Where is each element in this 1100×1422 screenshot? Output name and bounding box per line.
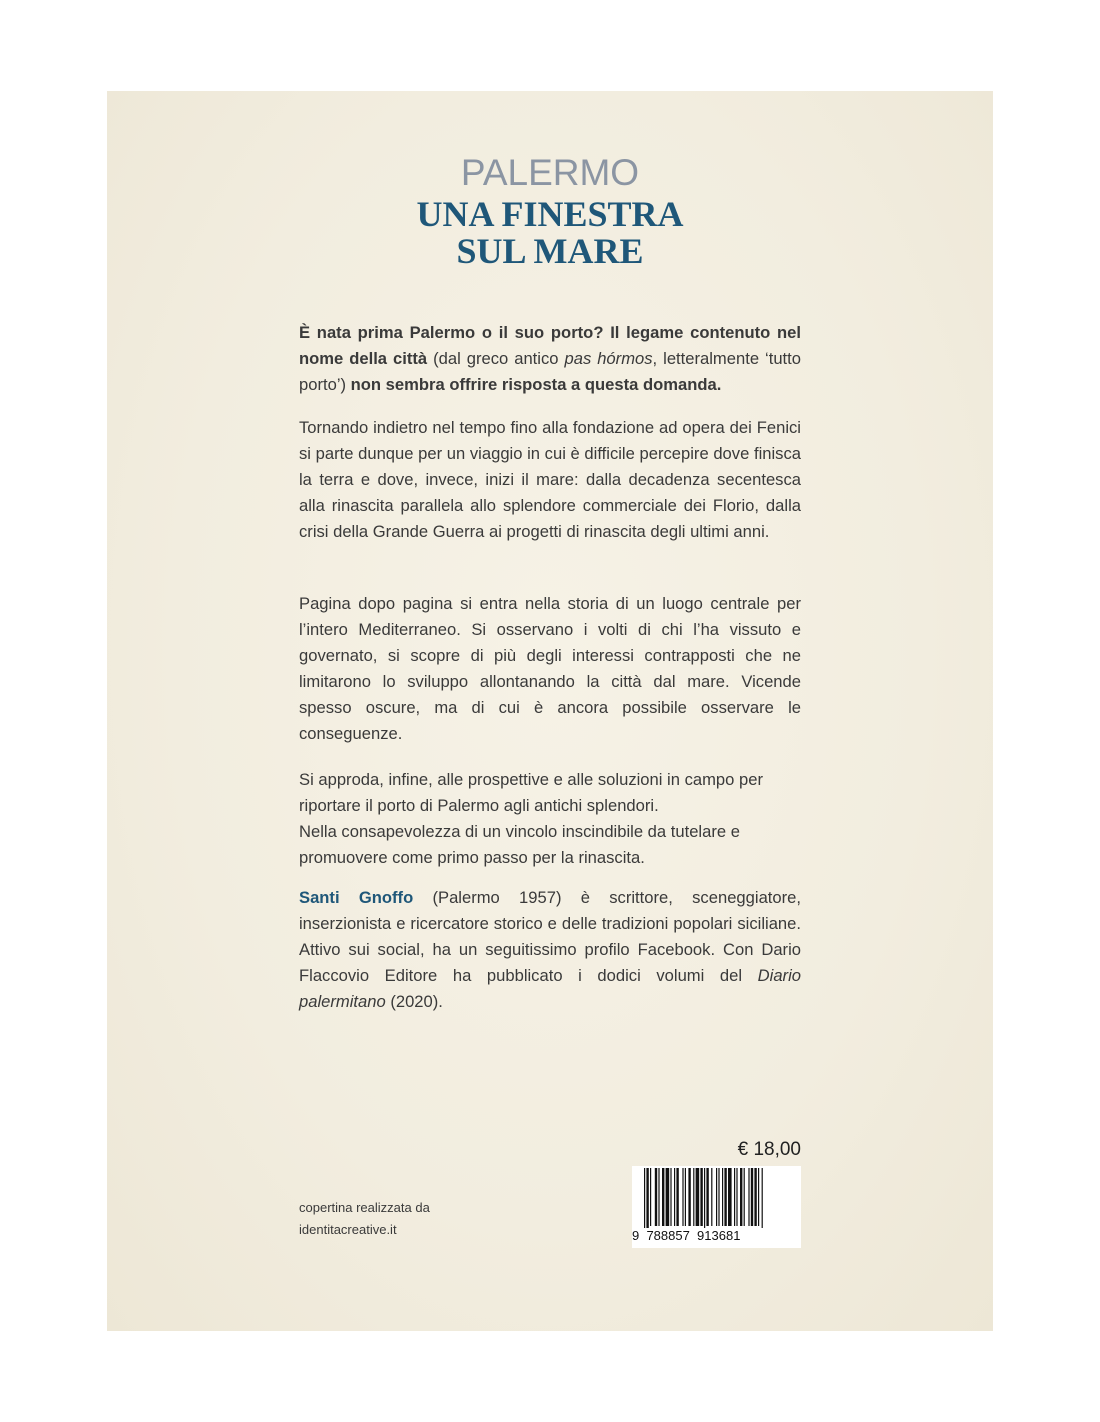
barcode-bars: [632, 1166, 801, 1228]
blurb-italic-1: pas hórmos: [564, 349, 653, 368]
barcode-bar: [674, 1168, 675, 1226]
barcode: [632, 1166, 801, 1248]
blurb-normal-2: , letteralmente ‘tutto porto’): [299, 349, 801, 394]
barcode-bar: [740, 1168, 742, 1226]
blurb-paragraph-2-text: Tornando indietro nel tempo fino alla fondazione ad opera dei Fenici si parte dunque per un viaggio in cui è difficile percepire dove finisca la terra e dove, invece, inizi il mare: dalla decadenza secentesca alla rinascita parallela allo splendore commerciale dei Florio, dalla crisi della Grande Guerra ai progetti di rinascita degli ultimi anni.: [299, 418, 801, 541]
barcode-digits: 9 788857 913681: [632, 1228, 741, 1243]
price-label: € 18,00: [737, 1139, 801, 1160]
barcode-bar: [751, 1168, 753, 1226]
barcode-bar: [748, 1168, 749, 1226]
barcode-bar: [646, 1168, 648, 1228]
blurb-paragraph-4: [299, 767, 801, 871]
cover-credit-line-2: identitacreative.it: [299, 1222, 397, 1237]
barcode-bar: [696, 1168, 700, 1226]
blurb-bold-1: È nata prima Palermo o il suo porto? Il legame contenuto nel nome della città: [299, 323, 801, 368]
blurb-paragraph-3: [299, 591, 801, 747]
blurb-paragraph-4b-text: Nella consapevolezza di un vincolo inscindibile da tutelare e promuovere come primo passo per la rinascita.: [299, 822, 740, 867]
barcode-bar: [658, 1168, 659, 1226]
barcode-bar: [711, 1168, 712, 1226]
blurb-paragraph-4a-text: Si approda, infine, alle prospettive e alle soluzioni in campo per riportare il porto di Palermo agli antichi splendori.: [299, 770, 763, 815]
barcode-bar: [704, 1168, 705, 1228]
barcode-bar: [655, 1168, 657, 1226]
barcode-bar: [706, 1168, 708, 1226]
author-name: Santi Gnoffo: [299, 888, 414, 907]
cover-credit-line-1: copertina realizzata da: [299, 1200, 430, 1215]
barcode-bar: [724, 1168, 726, 1226]
blurb-bold-2: non sembra offrire risposta a questa domanda.: [350, 375, 722, 394]
blurb-paragraph-3-text: Pagina dopo pagina si entra nella storia di un luogo centrale per l’intero Mediterraneo. Si osservano i volti di chi l’ha vissuto e governato, si scopre di più degli interessi contrapposti che ne limitarono lo sviluppo allontanando la città dal mare. Vicende spesso oscure, ma di cui è ancora possibile osservare le conseguenze.: [299, 594, 801, 743]
cover-credit: [299, 1197, 430, 1241]
barcode-bar: [644, 1168, 645, 1228]
blurb-paragraph-1: [299, 320, 801, 398]
barcode-bar: [666, 1168, 670, 1226]
title-city: PALERMO: [460, 152, 640, 193]
author-bio-text-1: (Palermo 1957) è scrittore, sceneggiatore, inserzionista e ricercatore storico e delle tradizioni popolari siciliane. Attivo sui social, ha un seguitissimo profilo Facebook. Con Dario Flaccovio Editore ha pubblicato i dodici volumi del: [299, 888, 801, 985]
barcode-bar: [676, 1168, 678, 1226]
barcode-bar: [754, 1168, 756, 1226]
barcode-bar: [718, 1168, 719, 1226]
barcode-bar: [688, 1168, 690, 1226]
barcode-bar: [736, 1168, 737, 1226]
blurb-paragraph-2: [299, 415, 801, 545]
barcode-bar: [758, 1168, 759, 1226]
barcode-bar: [762, 1168, 763, 1228]
barcode-bar: [744, 1168, 745, 1226]
title-line-2: SUL MARE: [456, 231, 644, 271]
title-line-1: UNA FINESTRA: [416, 194, 684, 234]
barcode-bar: [716, 1168, 717, 1226]
barcode-bar: [722, 1168, 723, 1226]
barcode-bar: [662, 1168, 664, 1226]
book-back-cover: [107, 91, 993, 1331]
barcode-bar: [670, 1168, 671, 1226]
blurb-normal-1: (dal greco antico: [427, 349, 565, 368]
barcode-bar: [685, 1168, 686, 1226]
barcode-bar: [700, 1168, 702, 1226]
author-bio-text-2: (2020).: [385, 992, 443, 1011]
barcode-bar: [650, 1168, 651, 1226]
barcode-bar: [734, 1168, 735, 1226]
barcode-bar: [693, 1168, 694, 1226]
barcode-bar: [728, 1168, 732, 1226]
barcode-bar: [682, 1168, 683, 1226]
author-bio-italic: Diario palermitano: [299, 966, 801, 1011]
author-bio: [299, 885, 801, 1015]
